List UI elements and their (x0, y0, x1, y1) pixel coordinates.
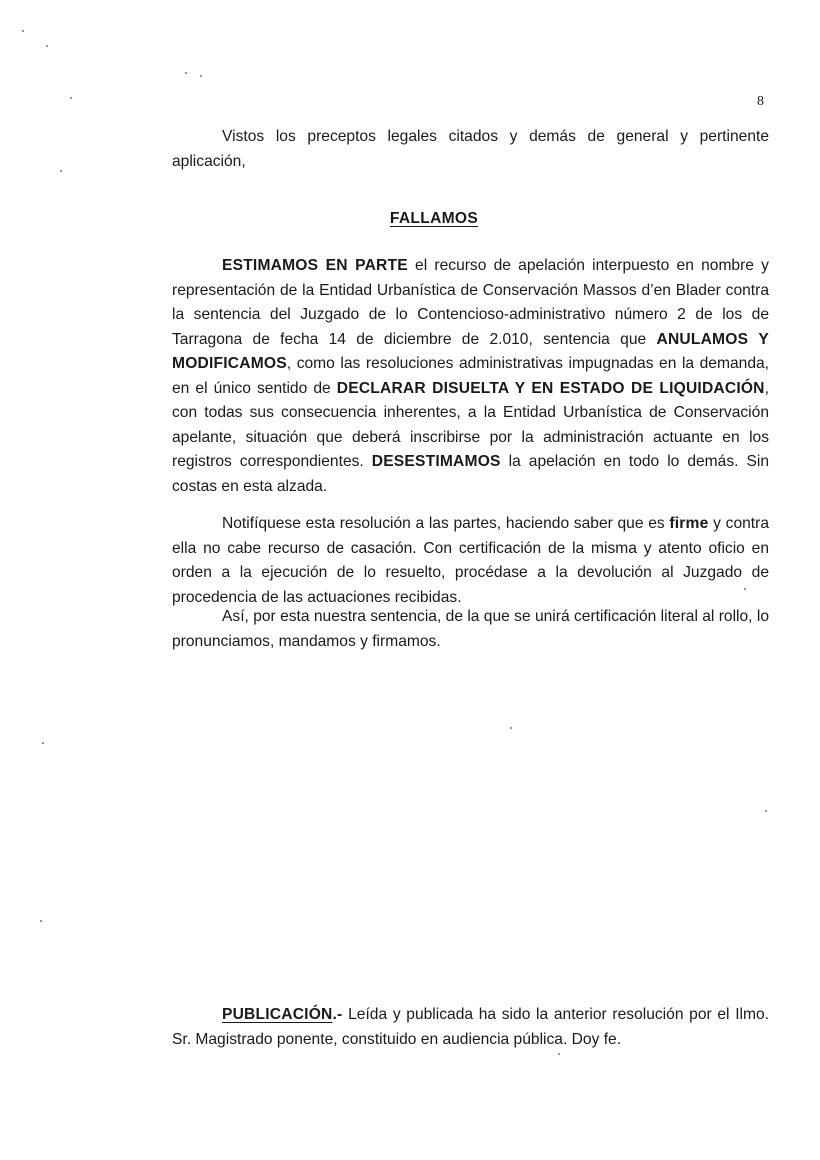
scan-speck (46, 45, 48, 47)
scan-speck (510, 727, 512, 729)
ruling-bold-anulamos: ANULAMOS Y MODIFICAMOS (172, 330, 769, 372)
page-number: 8 (757, 94, 764, 109)
ruling-paragraph (172, 254, 769, 499)
notification-text-2: y contra ella no cabe recurso de casación. Con certificación de la misma y atento oficio en orden a la ejecución de lo resuelto, procédase a la devolución al Juzgado de procedencia de las actuaciones recibidas. (172, 515, 769, 606)
scan-speck (42, 742, 44, 744)
scan-speck (40, 920, 42, 922)
publication-text: Leída y publicada ha sido la anterior resolución por el Ilmo. Sr. Magistrado ponente, constituido en audiencia pública. Doy fe. (172, 1006, 769, 1048)
closing-paragraph: Así, por esta nuestra sentencia, de la que se unirá certificación literal al rollo, lo pronunciamos, mandamos y firmamos. (172, 608, 769, 650)
scan-speck (70, 97, 72, 99)
publication-label: PUBLICACIÓN (222, 1006, 333, 1023)
scan-speck (558, 1053, 560, 1055)
scan-speck (765, 810, 767, 812)
ruling-bold-declarar: DECLARAR DISUELTA Y EN ESTADO DE LIQUIDACIÓN (336, 379, 765, 397)
publication-suffix: .- (332, 1006, 343, 1023)
ruling-bold-desestimamos: DESESTIMAMOS (371, 453, 501, 470)
publication-paragraph (172, 1003, 769, 1052)
heading-fallamos: FALLAMOS (389, 210, 479, 227)
notification-text-1: Notifíquese esta resolución a las partes, haciendo saber que es (222, 515, 670, 532)
scan-speck (60, 170, 62, 172)
ruling-text-1: el recurso de apelación interpuesto en nombre y representación de la Entidad Urbanística de Conservación Massos d’en Blader contra la sentencia del Juzgado de lo Contencioso-administrativo número 2 de los de Tarragona de fecha 14 de diciembre de 2.010, sentencia que (172, 257, 769, 348)
notification-paragraph (172, 512, 769, 610)
scan-speck (22, 30, 24, 32)
section-heading (0, 210, 820, 228)
scan-speck (200, 75, 202, 77)
notification-bold-firme: firme (669, 515, 709, 532)
ruling-text-2: , como las resoluciones administrativas impugnadas en la demanda, en el único sentido de (172, 355, 769, 397)
ruling-text-4: la apelación en todo lo demás. Sin costas en esta alzada. (172, 453, 770, 495)
ruling-text-3: , con todas sus consecuencia inherentes, a la Entidad Urbanística de Conservación apelante, situación que deberá inscribirse por la administración actuante en los registros correspondientes. (172, 379, 769, 470)
scan-speck (185, 72, 187, 74)
scan-speck (744, 588, 746, 590)
ruling-bold-estimamos: ESTIMAMOS EN PARTE (222, 257, 408, 274)
intro-paragraph: Vistos los preceptos legales citados y demás de general y pertinente aplicación, (172, 128, 769, 170)
